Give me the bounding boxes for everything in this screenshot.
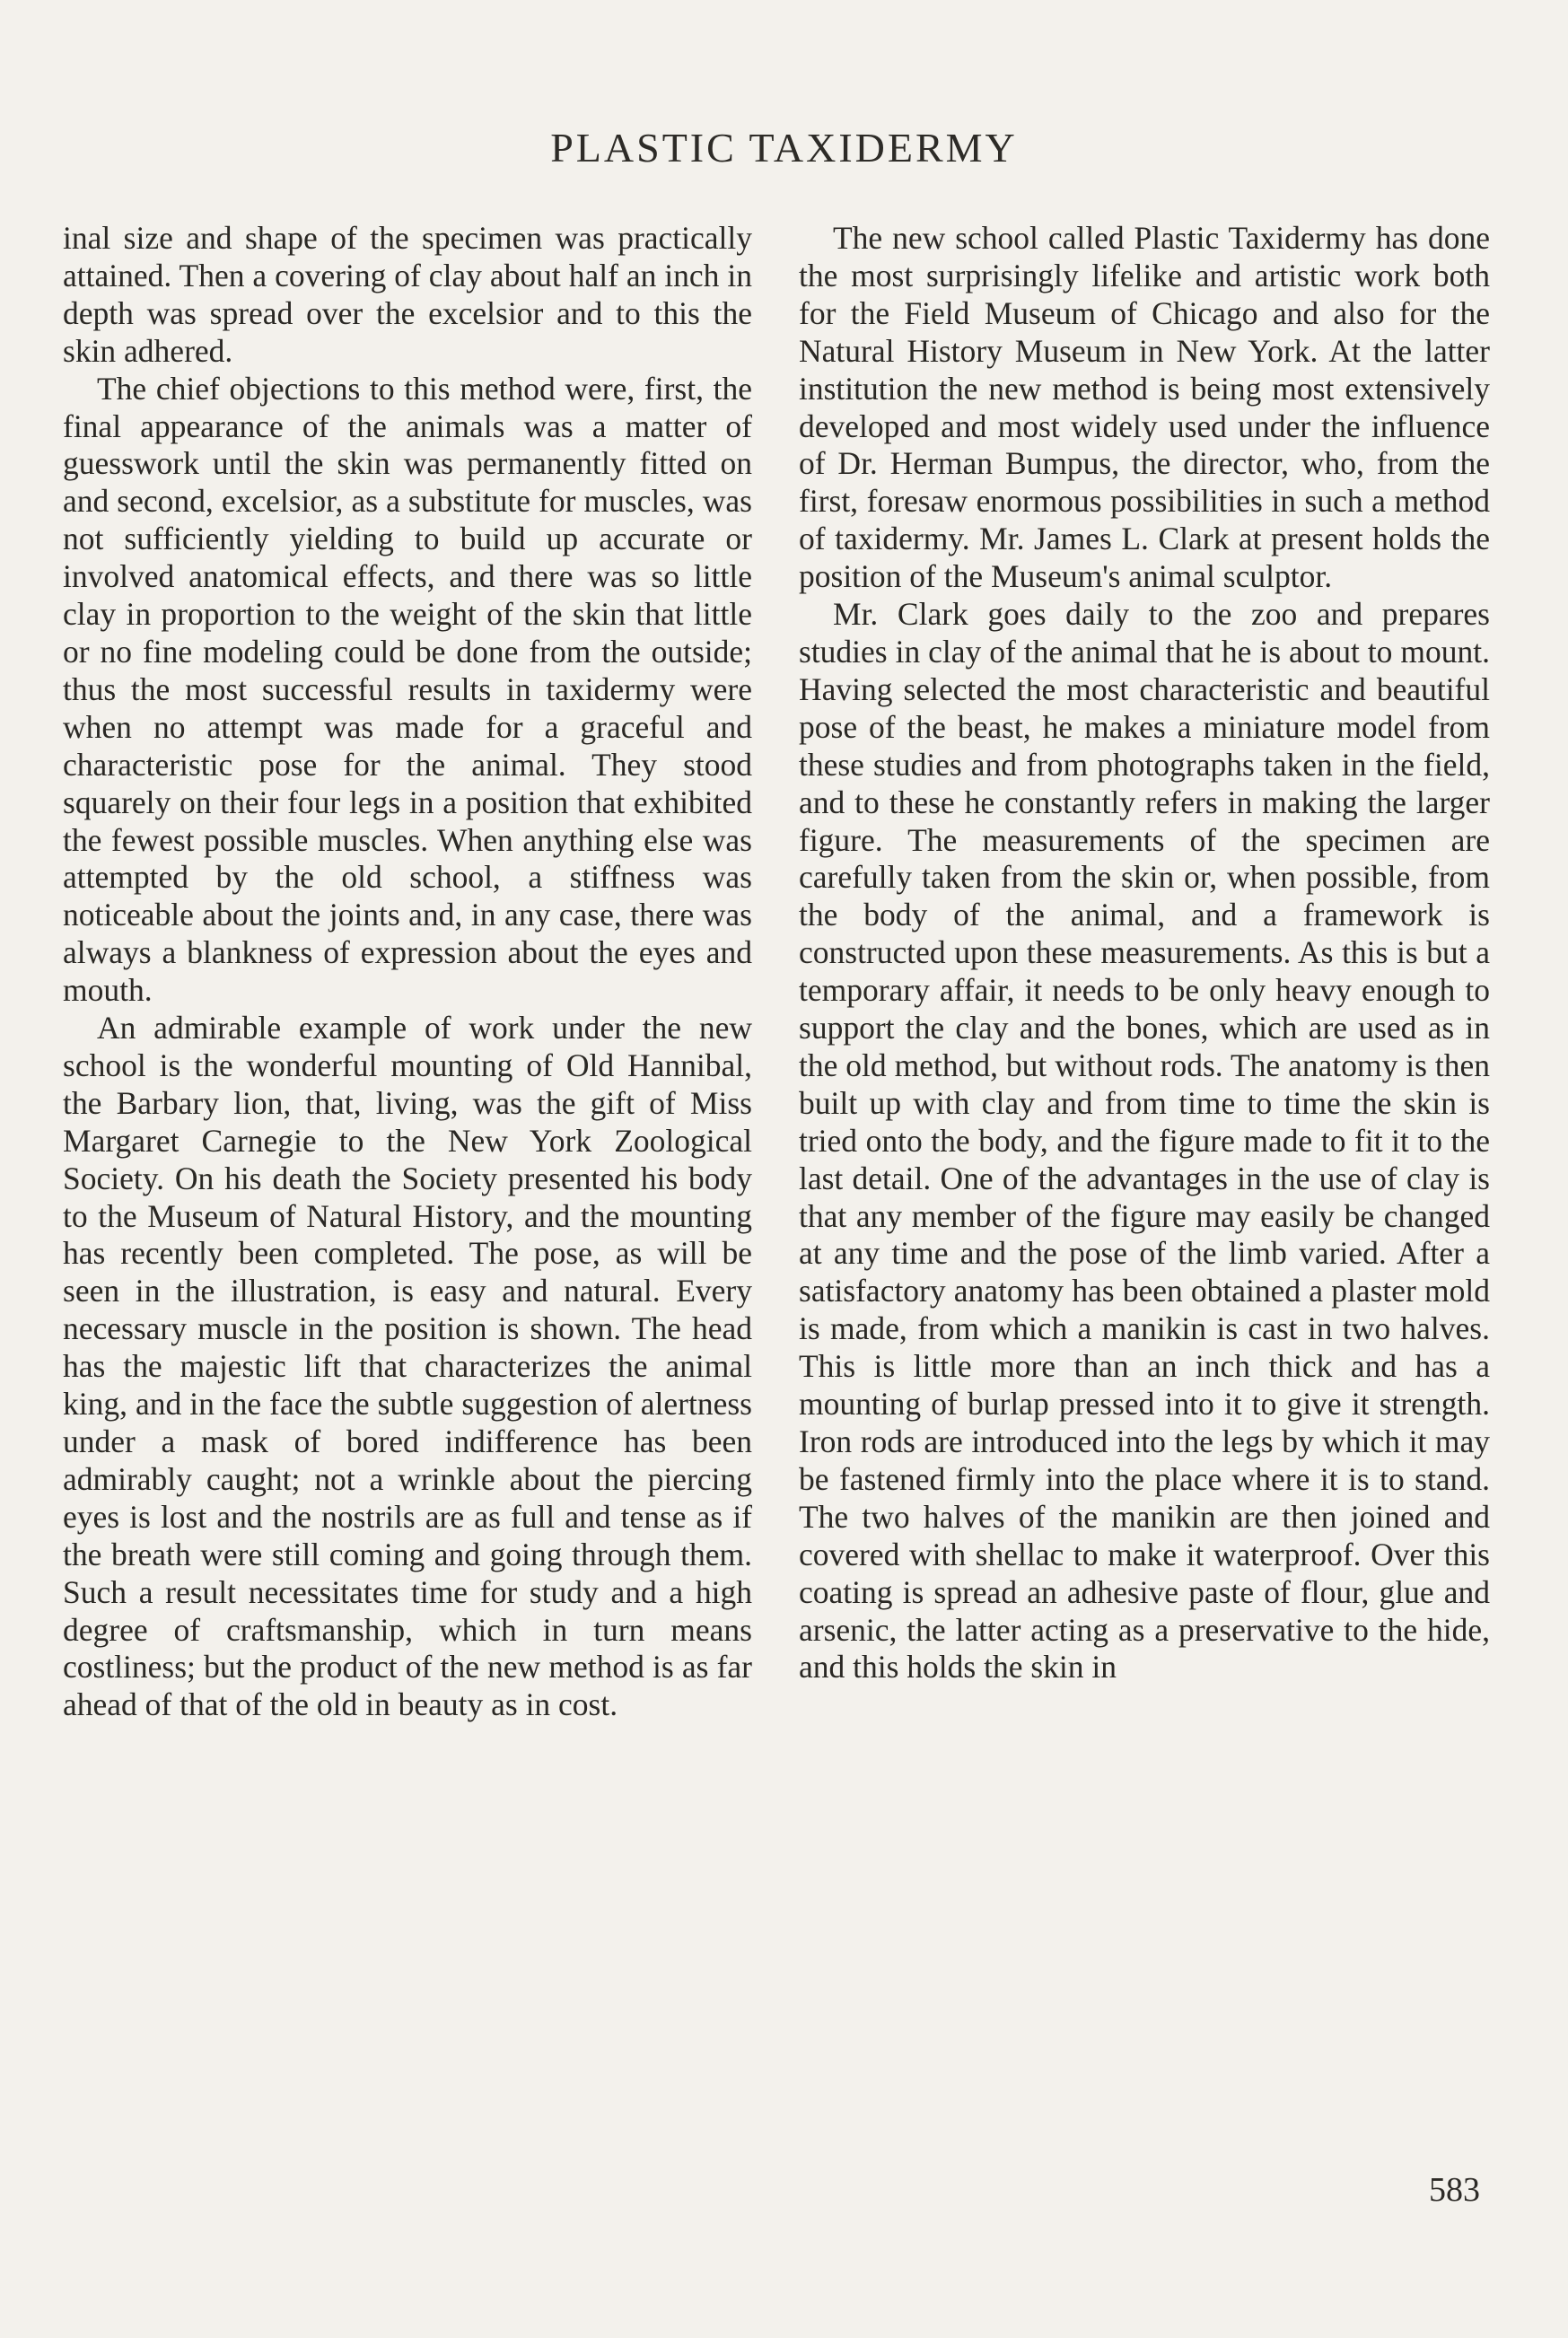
- paragraph: The new school called Plastic Taxidermy has done the most surprisingly lifelike and artistic work both for the Field Museum of Chicago and also for the Natural History Museum in New York. At the latter institution the new method is being most extensively developed and most widely used under the influence of Dr. Herman Bumpus, the director, who, from the first, foresaw enormous possibilities in such a method of taxidermy. Mr. James L. Clark at present holds the position of the Museum's animal sculptor.: [799, 220, 1490, 595]
- right-column: [799, 220, 1490, 1686]
- page-number: 583: [1429, 2171, 1480, 2209]
- running-title: PLASTIC TAXIDERMY: [550, 125, 1018, 171]
- left-column: [63, 220, 752, 1724]
- paragraph: inal size and shape of the specimen was practically attained. Then a covering of clay about half an inch in depth was spread over the excelsior and to this the skin adhered.: [63, 220, 752, 369]
- paragraph: The chief objections to this method were, first, the final appearance of the animals was a matter of guesswork until the skin was permanently fitted on and second, excelsior, as a substitute for muscles, was not sufficiently yielding to build up accurate or involved anatomical effects, and there was so little clay in proportion to the weight of the skin that little or no fine modeling could be done from the outside; thus the most successful results in taxidermy were when no attempt was made for a graceful and characteristic pose for the animal. They stood squarely on their four legs in a position that exhibited the fewest possible muscles. When anything else was attempted by the old school, a stiffness was noticeable about the joints and, in any case, there was always a blankness of expression about the eyes and mouth.: [63, 370, 752, 1009]
- paragraph: An admirable example of work under the new school is the wonderful mounting of Old Hannibal, the Barbary lion, that, living, was the gift of Miss Margaret Carnegie to the New York Zoological Society. On his death the Society presented his body to the Museum of Natural History, and the mounting has recently been completed. The pose, as will be seen in the illustration, is easy and natural. Every necessary muscle in the position is shown. The head has the majestic lift that characterizes the animal king, and in the face the subtle suggestion of alertness under a mask of bored indifference has been admirably caught; not a wrinkle about the piercing eyes is lost and the nostrils are as full and tense as if the breath were still coming and going through them. Such a result necessitates time for study and a high degree of craftsmanship, which in turn means costliness; but the product of the new method is as far ahead of that of the old in beauty as in cost.: [63, 1010, 752, 1723]
- paragraph: Mr. Clark goes daily to the zoo and prepares studies in clay of the animal that he is about to mount. Having selected the most characteristic and beautiful pose of the beast, he makes a miniature model from these studies and from photographs taken in the field, and to these he constantly refers in making the larger figure. The measurements of the specimen are carefully taken from the skin or, when possible, from the body of the animal, and a framework is constructed upon these measurements. As this is but a temporary affair, it needs to be only heavy enough to support the clay and the bones, which are used as in the old method, but without rods. The anatomy is then built up with clay and from time to time the skin is tried onto the body, and the figure made to fit it to the last detail. One of the advantages in the use of clay is that any member of the figure may easily be changed at any time and the pose of the limb varied. After a satisfactory anatomy has been obtained a plaster mold is made, from which a manikin is cast in two halves. This is little more than an inch thick and has a mounting of burlap pressed into it to give it strength. Iron rods are introduced into the legs by which it may be fastened firmly into the place where it is to stand. The two halves of the manikin are then joined and covered with shellac to make it waterproof. Over this coating is spread an adhesive paste of flour, glue and arsenic, the latter acting as a preservative to the hide, and this holds the skin in: [799, 596, 1490, 1686]
